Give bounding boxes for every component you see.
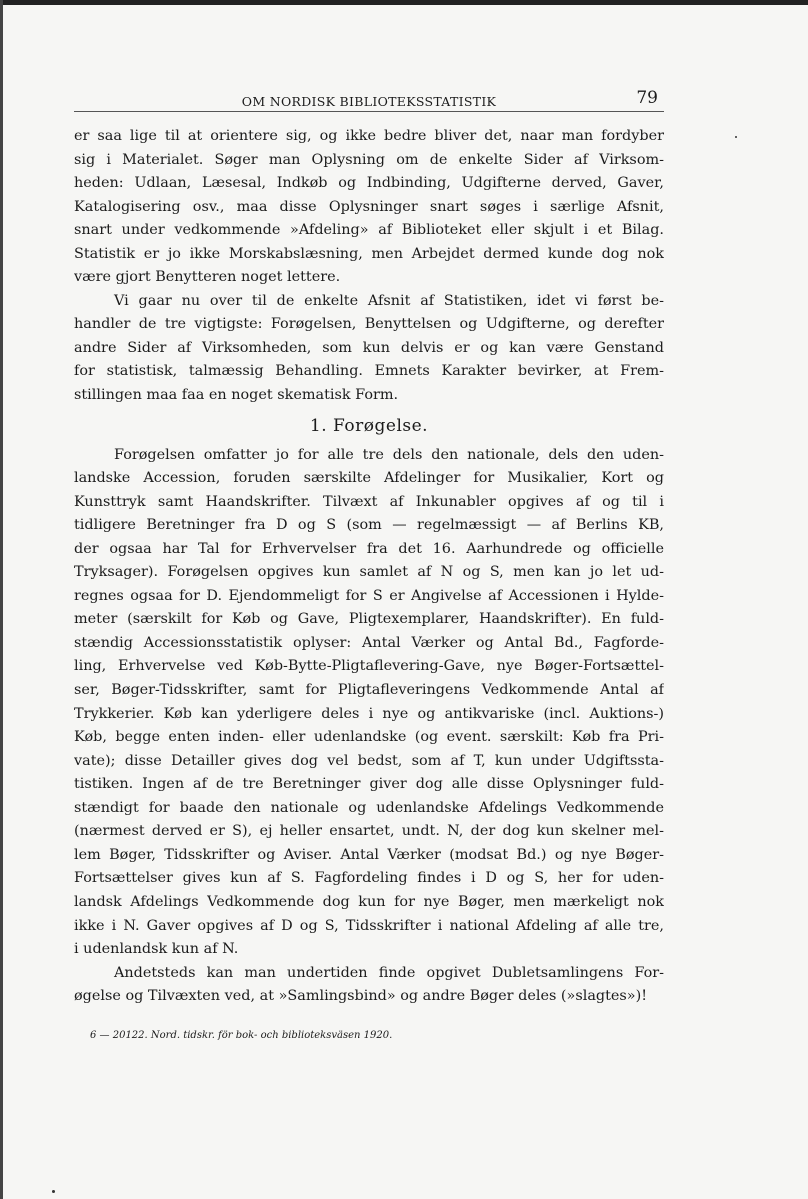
- text-line: øgelse og Tilvæxten ved, at »Samlingsbind» og andre Bøger deles (»slagtes»)!: [74, 988, 648, 1005]
- text-line: ling, Erhvervelse ved Køb-Bytte-Pligtaflevering-Gave, nye Bøger-Fortsættel-: [74, 658, 664, 675]
- text-line: Katalogisering osv., maa disse Oplysninger snart søges i særlige Afsnit,: [74, 198, 664, 215]
- paragraph: [74, 444, 664, 962]
- text-line: Vi gaar nu over til de enkelte Afsnit af Statistiken, idet vi først be-: [114, 292, 664, 309]
- paragraph: [74, 125, 664, 290]
- text-line: er saa lige til at orientere sig, og ikke bedre bliver det, naar man fordyber: [74, 128, 664, 144]
- text-line: ikke i N. Gaver opgives af D og S, Tidsskrifter i national Afdeling af alle tre,: [74, 917, 664, 934]
- body-text: [74, 125, 664, 1009]
- page-header: [74, 88, 664, 114]
- text-line: snart under vedkommende »Afdeling» af Biblioteket eller skjult i et Bilag.: [74, 222, 664, 239]
- text-line: Trykkerier. Køb kan yderligere deles i nye og antikvariske (incl. Auktions-): [74, 705, 664, 722]
- text-line: lem Bøger, Tidsskrifter og Aviser. Antal Værker (modsat Bd.) og nye Bøger-: [74, 846, 664, 863]
- scan-top-edge: [0, 0, 808, 5]
- text-line: meter (særskilt for Køb og Gave, Pligtexemplarer, Haandskrifter). En fuld-: [74, 611, 664, 628]
- text-line: andre Sider af Virksomheden, som kun delvis er og kan være Genstand: [74, 339, 664, 356]
- text-line: landske Accession, foruden særskilte Afdelinger for Musikalier, Kort og: [74, 470, 664, 487]
- text-line: Fortsættelser gives kun af S. Fagfordeling findes i D og S, her for uden-: [74, 870, 664, 887]
- text-line: vate); disse Detailler gives dog vel bedst, som af T, kun under Udgiftssta-: [74, 752, 664, 769]
- text-line: stændig Accessionsstatistik oplyser: Antal Værker og Antal Bd., Fagforde-: [74, 634, 664, 651]
- text-line: sig i Materialet. Søger man Oplysning om de enkelte Sider af Virksom-: [74, 151, 664, 168]
- text-line: Statistik er jo ikke Morskabslæsning, men Arbejdet dermed kunde dog nok: [74, 245, 664, 262]
- section-heading: 1. Forøgelse.: [309, 415, 429, 436]
- text-line: i udenlandsk kun af N.: [74, 941, 239, 958]
- running-head: OM NORDISK BIBLIOTEKSSTATISTIK: [241, 94, 497, 109]
- text-line: være gjort Benytteren noget lettere.: [74, 269, 341, 286]
- text-line: for statistisk, talmæssig Behandling. Emnets Karakter bevirker, at Frem-: [74, 363, 664, 380]
- text-line: regnes ogsaa for D. Ejendommeligt for S er Angivelse af Accessionen i Hylde-: [74, 587, 664, 604]
- scan-left-edge: [0, 0, 3, 1199]
- text-line: heden: Udlaan, Læsesal, Indkøb og Indbinding, Udgifterne derved, Gaver,: [74, 175, 664, 192]
- text-line: Køb, begge enten inden- eller udenlandske (og event. særskilt: Køb fra Pri-: [74, 729, 664, 746]
- text-line: tidligere Beretninger fra D og S (som — regelmæssigt — af Berlins KB,: [74, 517, 664, 534]
- paragraph: [74, 962, 664, 1009]
- text-line: der ogsaa har Tal for Erhvervelser fra det 16. Aarhundrede og officielle: [74, 540, 664, 557]
- paragraph: [74, 290, 664, 408]
- text-line: Andetsteds kan man undertiden finde opgivet Dubletsamlingens For-: [114, 964, 664, 981]
- text-line: stændigt for baade den nationale og udenlandske Afdelings Vedkommende: [74, 799, 664, 816]
- text-line: handler de tre vigtigste: Forøgelsen, Benyttelsen og Udgifterne, og derefter: [74, 316, 664, 333]
- page-number: 79: [636, 88, 658, 108]
- text-line: Forøgelsen omfatter jo for alle tre dels den nationale, dels den uden-: [114, 446, 664, 463]
- text-line: tistiken. Ingen af de tre Beretninger giver dog alle disse Oplysninger fuld-: [74, 776, 664, 793]
- footnote: 6 — 20122. Nord. tidskr. för bok- och biblioteksväsen 1920.: [90, 1030, 393, 1041]
- text-line: ser, Bøger-Tidsskrifter, samt for Pligtafleveringens Vedkommende Antal af: [74, 682, 664, 699]
- text-line: Tryksager). Forøgelsen opgives kun samlet af N og S, men kan jo let ud-: [74, 564, 664, 581]
- text-line: landsk Afdelings Vedkommende dog kun for nye Bøger, men mærkeligt nok: [74, 893, 664, 910]
- scan-speck: [735, 136, 737, 138]
- header-rule: [74, 111, 664, 112]
- text-line: stillingen maa faa en noget skematisk Form.: [74, 387, 399, 404]
- text-line: Kunsttryk samt Haandskrifter. Tilvæxt af Inkunabler opgives af og til i: [74, 493, 664, 510]
- text-line: (nærmest derved er S), ej heller ensartet, undt. N, der dog kun skelner mel-: [74, 823, 664, 840]
- scan-speck: [52, 1190, 55, 1193]
